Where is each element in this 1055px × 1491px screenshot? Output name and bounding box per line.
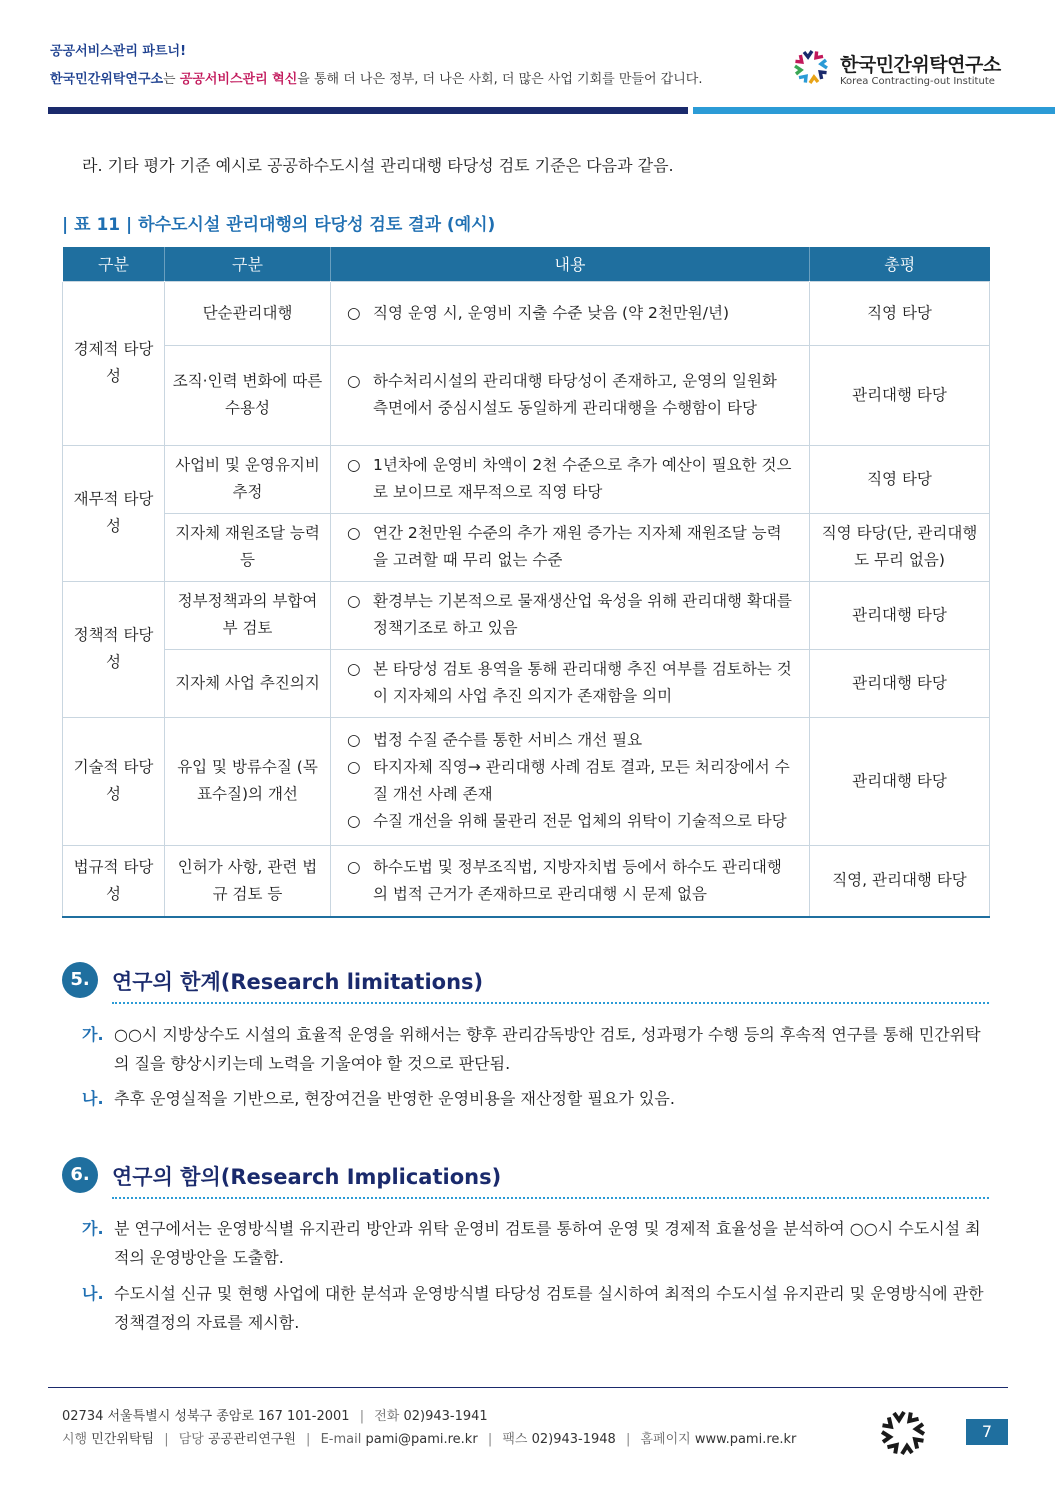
section-number: 6. (62, 1157, 98, 1193)
subcategory-cell: 조직·인력 변화에 따른 수용성 (165, 345, 331, 445)
content-bullet: ○ 하수도법 및 정부조직법, 지방자치법 등에서 하수도 관리대행의 법적 근거가 존재하므로 관리대행 시 문제 없음 (347, 857, 782, 903)
content-bullet: ○ 본 타당성 검토 용역을 통해 관리대행 추진 여부를 검토하는 것이 지자체의 사업 추진 의지가 존재함을 의미 (347, 660, 792, 705)
content-cell (331, 281, 810, 345)
subcategory-cell: 단순관리대행 (165, 281, 331, 345)
footer-contact-line: 시행 민간위탁팀 | 담당 공공관리연구원 | E-mail pami@pami.re.kr | 팩스 02)943-1948 | 홈페이지 www.pami.re.kr (62, 1432, 797, 1447)
content-cell (331, 513, 810, 581)
section-number: 5. (62, 962, 98, 998)
section5-item (82, 1020, 987, 1078)
item-marker: 가. (82, 1025, 104, 1044)
footer-phone: 02)943-1941 (403, 1409, 488, 1424)
verdict-cell: 직영 타당 (810, 445, 990, 513)
subcategory-cell: 사업비 및 운영유지비 추정 (165, 445, 331, 513)
footer-logo-icon (874, 1404, 932, 1462)
subcategory-cell: 지자체 재원조달 능력 등 (165, 513, 331, 581)
content-cell (331, 445, 810, 513)
category-cell: 경제적 타당성 (63, 281, 165, 445)
content-cell (331, 717, 810, 845)
content-bullet: ○ 법정 수질 준수를 통한 서비스 개선 필요 (347, 731, 643, 749)
table-row (63, 581, 990, 649)
verdict-cell: 관리대행 타당 (810, 345, 990, 445)
content-cell (331, 581, 810, 649)
content-bullet: ○ 환경부는 기본적으로 물재생산업 육성을 위해 관리대행 확대를 정책기조로 하고 있음 (347, 592, 792, 637)
content-bullet: ○ 연간 2천만원 수준의 추가 재원 증가는 지자체 재원조달 능력을 고려할 때 무리 없는 수준 (347, 524, 782, 569)
footer-manager: 공공관리연구원 (208, 1432, 296, 1447)
footer-address: 02734 서울특별시 성북구 종암로 167 101-2001 (62, 1409, 350, 1424)
footer-address-line: 02734 서울특별시 성북구 종암로 167 101-2001 | 전화 02)943-1941 (62, 1409, 488, 1424)
table-row (63, 445, 990, 513)
subcategory-cell: 지자체 사업 추진의지 (165, 649, 331, 717)
header-highlight: 공공서비스관리 혁신 (179, 72, 298, 87)
section5-item (82, 1084, 987, 1113)
item-text: 수도시설 신규 및 현행 사업에 대한 분석과 운영방식별 타당성 검토를 실시하여 최적의 수도시설 유지관리 및 운영방식에 관한 정책결정의 자료를 제시함. (114, 1284, 984, 1332)
item-text: 분 연구에서는 운영방식별 유지관리 방안과 위탁 운영비 검토를 통하여 운영 및 경제적 효율성을 분석하여 ○○시 수도시설 최적의 운영방안을 도출함. (114, 1219, 981, 1267)
subcategory-cell: 유입 및 방류수질 (목표수질)의 개선 (165, 717, 331, 845)
verdict-cell: 직영 타당 (810, 281, 990, 345)
section-title: 연구의 함의(Research Implications) (112, 1165, 502, 1189)
category-cell: 기술적 타당성 (63, 717, 165, 845)
header-mission (50, 68, 702, 87)
footer-phone-label: 전화 (374, 1409, 400, 1424)
section-dotted-divider (112, 1197, 989, 1199)
category-cell: 정책적 타당성 (63, 581, 165, 717)
content-bullet: ○ 직영 운영 시, 운영비 지출 수준 낮음 (약 2천만원/년) (347, 303, 730, 322)
footer-email-label: E-mail (320, 1432, 362, 1447)
logo-korean-name: 한국민간위탁연구소 (840, 54, 1001, 76)
section6-item (82, 1279, 987, 1337)
content-bullet: ○ 하수처리시설의 관리대행 타당성이 존재하고, 운영의 일원화 측면에서 중심시설도 동일하게 관리대행을 수행함이 타당 (347, 372, 777, 417)
footer-homepage-link[interactable]: www.pami.re.kr (694, 1432, 797, 1447)
content-cell (331, 345, 810, 445)
header-tagline: 공공서비스관리 파트너! (50, 44, 187, 59)
content-bullet: ○ 타지자체 직영→ 관리대행 사례 검토 결과, 모든 처리장에서 수질 개선 사례 존재 (347, 758, 790, 803)
institute-logo (788, 44, 1008, 90)
header-verdict: 총평 (810, 247, 990, 281)
content-bullet: ○ 1년차에 운영비 차액이 2천 수준으로 추가 예산이 필요한 것으로 보이므로 재무적으로 직영 타당 (347, 456, 792, 501)
content-cell (331, 845, 810, 917)
header-subcategory: 구분 (165, 247, 331, 281)
section-research-limitations (62, 960, 989, 1004)
footer-homepage-label: 홈페이지 (640, 1432, 691, 1447)
item-text: 추후 운영실적을 기반으로, 현장여건을 반영한 운영비용을 재산정할 필요가 있음. (114, 1089, 675, 1108)
item-text: ○○시 지방상수도 시설의 효율적 운영을 위해서는 향후 관리감독방안 검토, 성과평가 수행 등의 후속적 연구를 통해 민간위탁의 질을 향상시키는데 노력을 기울여야 할 것으로 판단됨. (114, 1025, 981, 1073)
footer-issuer-label: 시행 (62, 1432, 88, 1447)
verdict-cell: 직영, 관리대행 타당 (810, 845, 990, 917)
institute-logo-icon (788, 44, 834, 90)
header-connector: 는 (163, 72, 180, 87)
table-title: | 표 11 | 하수도시설 관리대행의 타당성 검토 결과 (예시) (62, 215, 496, 235)
section-dotted-divider (112, 1002, 989, 1004)
table-row (63, 281, 990, 345)
table-header-row (63, 247, 990, 281)
table-row (63, 513, 990, 581)
table-row (63, 717, 990, 845)
feasibility-table (62, 247, 990, 918)
page-header (48, 38, 1008, 118)
section-research-implications (62, 1155, 989, 1199)
table-row (63, 845, 990, 917)
footer-manager-label: 담당 (178, 1432, 204, 1447)
content-bullet: ○ 수질 개선을 위해 물관리 전문 업체의 위탁이 기술적으로 타당 (347, 812, 787, 830)
section-title: 연구의 한계(Research limitations) (112, 970, 484, 994)
item-marker: 나. (82, 1089, 104, 1108)
table-row (63, 345, 990, 445)
header-divider-light (693, 107, 1055, 114)
intro-sentence: 라. 기타 평가 기준 예시로 공공하수도시설 관리대행 타당성 검토 기준은 다음과 같음. (82, 156, 674, 175)
subcategory-cell: 인허가 사항, 관련 법규 검토 등 (165, 845, 331, 917)
header-org-name: 한국민간위탁연구소 (50, 72, 164, 87)
item-marker: 가. (82, 1219, 104, 1238)
footer-divider (48, 1387, 1008, 1388)
header-category: 구분 (63, 247, 165, 281)
category-cell: 법규적 타당성 (63, 845, 165, 917)
header-divider-dark (48, 107, 688, 114)
footer-issuer: 민간위탁팀 (91, 1432, 155, 1447)
header-mission-rest: 을 통해 더 나은 정부, 더 나은 사회, 더 많은 사업 기회를 만들어 갑니다. (297, 72, 703, 87)
section6-item (82, 1214, 987, 1272)
verdict-cell: 관리대행 타당 (810, 649, 990, 717)
footer-fax: 02)943-1948 (531, 1432, 616, 1447)
verdict-cell: 관리대행 타당 (810, 581, 990, 649)
logo-english-name: Korea Contracting-out Institute (840, 76, 995, 87)
verdict-cell: 직영 타당(단, 관리대행도 무리 없음) (810, 513, 990, 581)
content-cell (331, 649, 810, 717)
footer-email[interactable]: pami@pami.re.kr (365, 1432, 478, 1447)
subcategory-cell: 정부정책과의 부합여부 검토 (165, 581, 331, 649)
footer-fax-label: 팩스 (502, 1432, 528, 1447)
page-number: 7 (966, 1419, 1008, 1445)
item-marker: 나. (82, 1284, 104, 1303)
verdict-cell: 관리대행 타당 (810, 717, 990, 845)
category-cell: 재무적 타당성 (63, 445, 165, 581)
table-row (63, 649, 990, 717)
header-content: 내용 (331, 247, 810, 281)
